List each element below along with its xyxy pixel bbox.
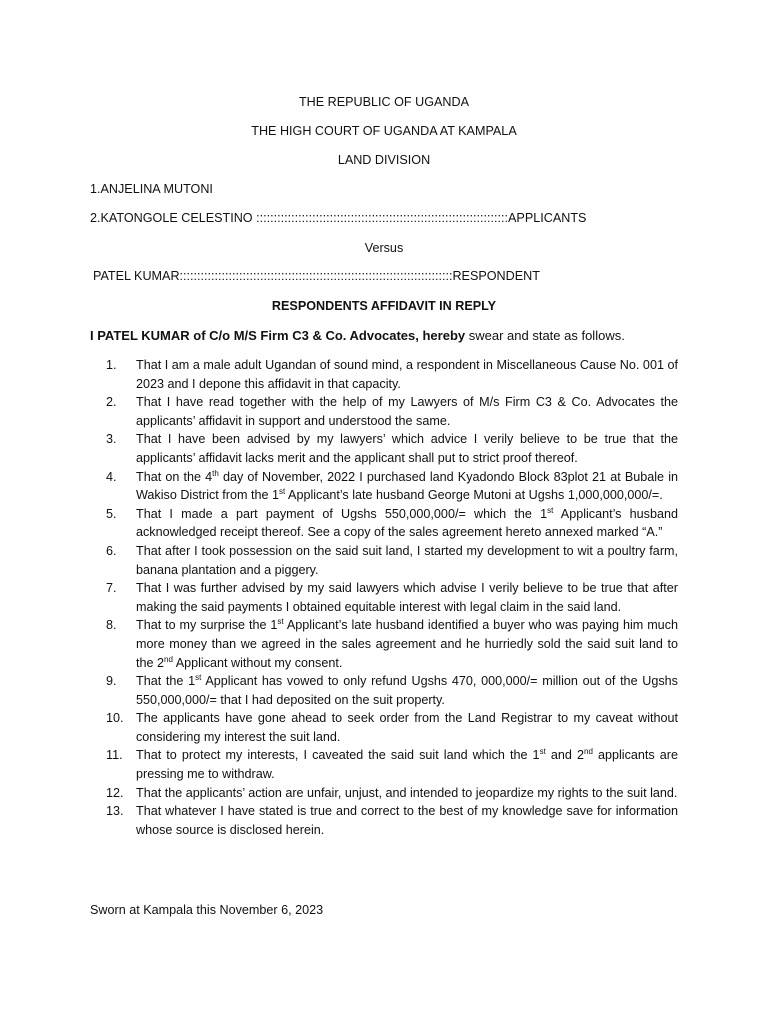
affidavit-item xyxy=(90,616,678,672)
item-text: That to my surprise the 1st Applicant’s late husband identified a buyer who was paying him much more money than we agreed in the sales agreement and he hurriedly sold the said suit land to the 2nd Applicant without my consent. xyxy=(136,617,678,670)
item-number: 10. xyxy=(106,711,124,726)
affidavit-item xyxy=(90,579,678,616)
affidavit-item xyxy=(90,430,678,467)
item-number: 11. xyxy=(106,748,123,763)
item-number: 3. xyxy=(106,432,117,447)
affidavit-item xyxy=(90,468,678,505)
item-text: That on the 4th day of November, 2022 I purchased land Kyadondo Block 83plot 21 at Bubale in Wakiso District from the 1st Applicant’s late husband George Mutoni at Ugshs 1,000,000,000/=. xyxy=(136,468,679,503)
document-title: RESPONDENTS AFFIDAVIT IN REPLY xyxy=(271,299,497,313)
item-text: That I have read together with the help of my Lawyers of M/s Firm C3 & Co. Advocates the applicants’ affidavit in support and understood the same. xyxy=(136,395,678,428)
versus-label: Versus xyxy=(364,241,404,255)
item-text: That I was further advised by my said lawyers which advise I verily believe to be true that after making the said payments I obtained equitable interest with legal claim in the said land. xyxy=(136,581,678,614)
item-text: That I have been advised by my lawyers’ which advice I verily believe to be true that the applicants’ affidavit lacks merit and the applicant shall put to strict proof thereof. xyxy=(136,432,678,465)
applicant-2: 2.KATONGOLE CELESTINO ::::::::::::::::::::::::::::::::::::::::::::::::::::::::::::::::::::::::APPLICANTS xyxy=(90,211,587,225)
intro-bold: I PATEL KUMAR of C/o M/S Firm C3 & Co. Advocates, hereby xyxy=(90,328,466,343)
affidavit-item xyxy=(90,505,678,542)
item-number: 2. xyxy=(106,395,117,410)
affidavit-item xyxy=(90,672,678,709)
affidavit-items xyxy=(90,356,678,839)
affidavit-item xyxy=(90,784,678,803)
item-text: That I made a part payment of Ugshs 550,000,000/= which the 1st Applicant’s husband acknowledged receipt thereof. See a copy of the sales agreement hereto annexed marked “A.” xyxy=(136,505,678,540)
intro-rest: swear and state as follows. xyxy=(465,328,625,343)
division-heading: LAND DIVISION xyxy=(337,153,431,167)
affidavit-item xyxy=(90,709,678,746)
item-text: That whatever I have stated is true and correct to the best of my knowledge save for information whose source is disclosed herein. xyxy=(136,804,678,837)
affidavit-item xyxy=(90,356,678,393)
item-number: 13. xyxy=(106,804,124,819)
item-number: 7. xyxy=(106,581,117,596)
item-number: 12. xyxy=(106,785,124,800)
item-text: That to protect my interests, I caveated the said suit land which the 1st and 2nd applicants are pressing me to withdraw. xyxy=(136,747,678,782)
item-text: That after I took possession on the said suit land, I started my development to wit a poultry farm, banana plantation and a piggery. xyxy=(136,543,678,577)
affidavit-item xyxy=(90,746,678,783)
item-number: 5. xyxy=(106,506,117,521)
intro-paragraph xyxy=(90,328,625,343)
court-heading: THE HIGH COURT OF UGANDA AT KAMPALA xyxy=(251,124,517,138)
item-text: That the 1st Applicant has vowed to only refund Ugshs 470, 000,000/= million out of the Ugshs 550,000,000/= that I had deposited on the suit property. xyxy=(136,672,678,707)
item-number: 1. xyxy=(106,358,117,372)
item-number: 9. xyxy=(106,674,117,689)
item-number: 8. xyxy=(106,618,117,633)
republic-heading: THE REPUBLIC OF UGANDA xyxy=(298,95,470,109)
applicant-1: 1.ANJELINA MUTONI xyxy=(90,182,213,196)
item-text: The applicants have gone ahead to seek order from the Land Registrar to my caveat without considering my interest the suit land. xyxy=(136,711,678,744)
item-number: 4. xyxy=(106,469,117,484)
item-text: That I am a male adult Ugandan of sound mind, a respondent in Miscellaneous Cause No. 001 of 2023 and I depone this affidavit in that capacity. xyxy=(136,358,678,391)
item-number: 6. xyxy=(106,543,117,558)
sworn-statement: Sworn at Kampala this November 6, 2023 xyxy=(90,903,324,917)
affidavit-item xyxy=(90,393,678,430)
affidavit-item xyxy=(90,802,678,839)
respondent-line: PATEL KUMAR::::::::::::::::::::::::::::::::::::::::::::::::::::::::::::::::::::::::::::::RESPONDENT xyxy=(93,269,540,283)
item-text: That the applicants’ action are unfair, unjust, and intended to jeopardize my rights to the suit land. xyxy=(136,785,678,800)
affidavit-item xyxy=(90,542,678,579)
